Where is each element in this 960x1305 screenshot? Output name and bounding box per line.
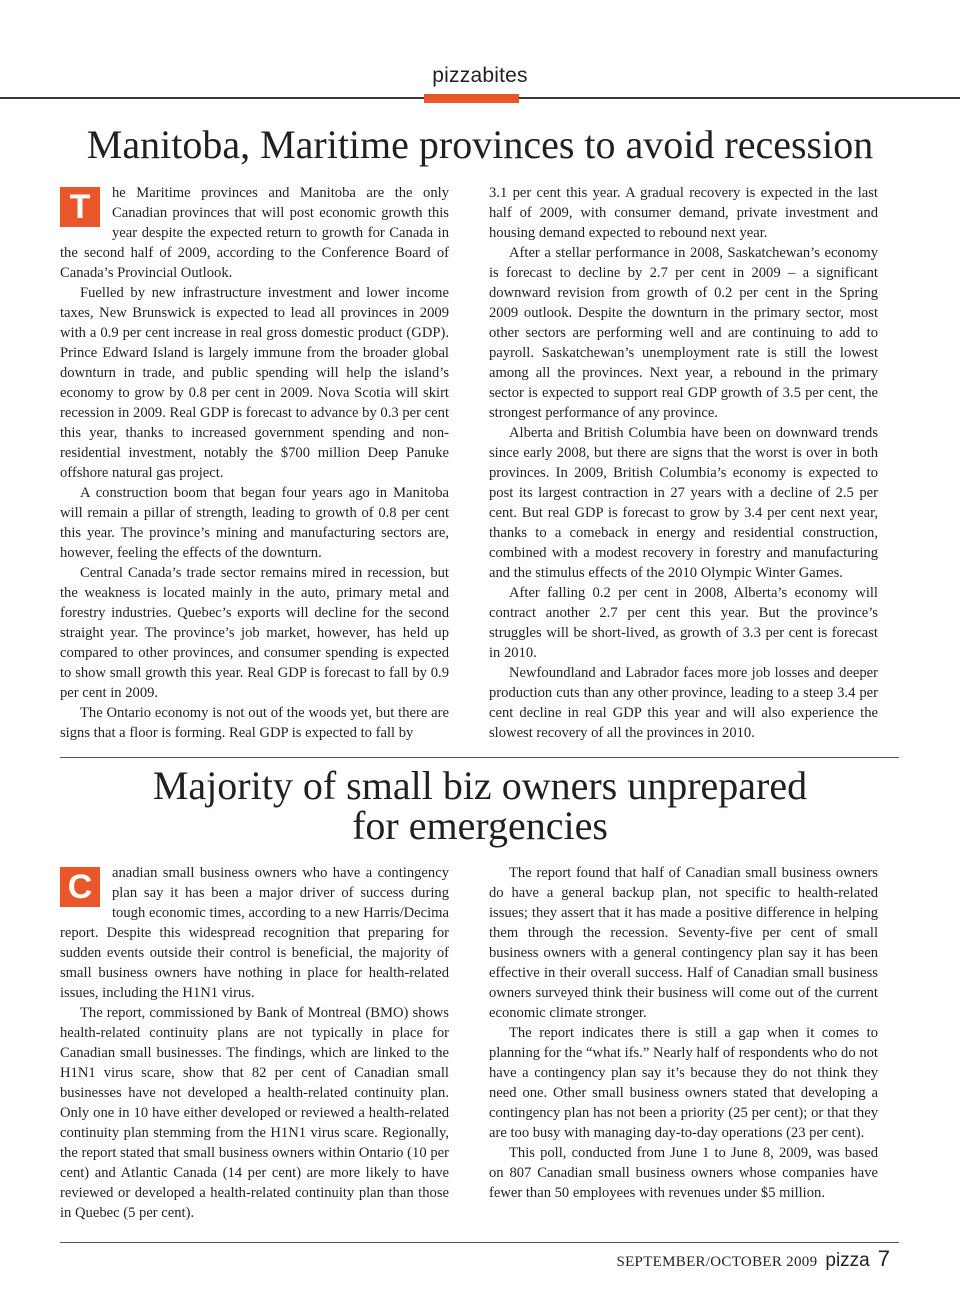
- article2-paragraph: C anadian small business owners who have a contingency plan say it has been a major driver of success during tough economic times, according to a new Harris/Decima report. Despite this widespread recognition that preparing for sudden events outside their control is beneficial, the majority of small business owners have nothing in place for health-related issues, including the H1N1 virus.: [60, 865, 449, 1001]
- page-footer: [616, 1246, 890, 1276]
- article1-paragraph: Alberta and British Columbia have been on downward trends since early 2008, but there are signs that the worst is over in both provinces. In 2009, British Columbia’s economy is expected to post its largest contraction in 27 years with a decline of 2.5 per cent. But real GDP is forecast to grow by 3.4 per cent next year, thanks to a comeback in energy and residential construction, combined with a modest recovery in forestry and manufacturing and the stimulus effects of the 2010 Olympic Winter Games.: [489, 425, 878, 581]
- article2-headline-line2: for emergencies: [352, 803, 608, 848]
- footer-magazine-name: pizza: [825, 1250, 870, 1271]
- section-divider: [60, 757, 899, 758]
- article2-column-right: [489, 863, 878, 1203]
- article2-paragraph: This poll, conducted from June 1 to June 8, 2009, was based on 807 Canadian small business owners whose companies have fewer than 50 employees with revenues under $5 million.: [489, 1145, 878, 1201]
- article2-headline-line1: Majority of small biz owners unprepared: [152, 763, 808, 808]
- article1-paragraph: Central Canada’s trade sector remains mired in recession, but the weakness is located mainly in the auto, primary metal and forestry industries. Quebec’s exports will decline for the second straight year. The province’s job market, however, has held up compared to other provinces, and consumer spending is expected to show small growth this year. Real GDP is forecast to fall by 0.9 per cent in 2009.: [60, 565, 449, 701]
- article1-column-left: [60, 183, 449, 743]
- article1-column-right: [489, 183, 878, 743]
- section-label: pizzabites: [432, 64, 528, 87]
- article1-dropcap: T: [60, 187, 100, 227]
- article1-headline: Manitoba, Maritime provinces to avoid recession: [86, 122, 874, 167]
- section-header: [0, 0, 960, 110]
- article2-dropcap: C: [60, 867, 100, 907]
- article2-headline: [0, 763, 960, 848]
- article2-column-left: [60, 863, 449, 1223]
- article1-paragraph: A construction boom that began four years ago in Manitoba will remain a pillar of strength, leading to growth of 0.8 per cent this year. The province’s mining and manufacturing sectors are, however, feeling the effects of the downturn.: [60, 485, 449, 561]
- article1-paragraph: After falling 0.2 per cent in 2008, Alberta’s economy will contract another 2.7 per cent this year. But the province’s struggles will be short-lived, as growth of 3.3 per cent is forecast in 2010.: [489, 585, 878, 661]
- article1-paragraph: 3.1 per cent this year. A gradual recovery is expected in the last half of 2009, with consumer demand, private investment and housing demand expected to rebound next year.: [489, 185, 878, 241]
- article1-paragraph: After a stellar performance in 2008, Saskatchewan’s economy is forecast to decline by 2.7 per cent in 2009 – a significant downward revision from growth of 0.2 per cent in the Spring 2009 outlook. Despite the downturn in the primary sector, most other sectors are performing well and are continuing to add to payroll. Saskatchewan’s unemployment rate is still the lowest among all the provinces. Next year, a rebound in the primary sector is expected to support real GDP growth of 3.5 per cent, the strongest performance of any province.: [489, 245, 878, 421]
- article2-paragraph: The report indicates there is still a gap when it comes to planning for the “what ifs.” Nearly half of respondents who do not have a contingency plan say it’s because they do not think they need one. Other small business owners stated that developing a contingency plan has not been a priority (25 per cent); or that they are too busy with managing day-to-day operations (23 per cent).: [489, 1025, 878, 1141]
- article1-paragraph: Newfoundland and Labrador faces more job losses and deeper production cuts than any other province, leading to a steep 3.4 per cent decline in real GDP this year and will also experience the slowest recovery of all the provinces in 2010.: [489, 665, 878, 741]
- article1-paragraph: The Ontario economy is not out of the woods yet, but there are signs that a floor is forming. Real GDP is expected to fall by: [60, 705, 449, 741]
- page-number: 7: [877, 1246, 890, 1271]
- footer-rule: [60, 1242, 899, 1243]
- article2-paragraph: The report, commissioned by Bank of Montreal (BMO) shows health-related continuity plans are not typically in place for Canadian small businesses. The findings, which are linked to the H1N1 virus scare, show that 82 per cent of Canadian small businesses have not developed a health-related continuity plan. Only one in 10 have either developed or reviewed a health-related continuity plan stemming from the H1N1 virus scare. Regionally, the report stated that small business owners within Ontario (10 per cent) and Atlantic Canada (14 per cent) are more likely to have reviewed or developed a health-related continuity plan than those in Quebec (5 per cent).: [60, 1005, 449, 1221]
- article2-paragraph: The report found that half of Canadian small business owners do have a general backup plan, not specific to health-related issues; they assert that it has made a positive difference in helping them through the recession. Seventy-five per cent of small business owners with a general contingency plan say it has been effective in their overall success. Half of Canadian small business owners surveyed think their business will come out of the current economic climate stronger.: [489, 865, 878, 1021]
- article1-paragraph: Fuelled by new infrastructure investment and lower income taxes, New Brunswick is expected to lead all provinces in 2009 with a 0.9 per cent increase in real gross domestic product (GDP). Prince Edward Island is largely immune from the broader global downturn in trade, and public spending will help the island’s economy to grow by 0.8 per cent in 2009. Nova Scotia will skirt recession in 2009. Real GDP is forecast to advance by 0.3 per cent this year, thanks to increased government spending and non-residential investment, notably the $700 million Deep Panuke offshore natural gas project.: [60, 285, 449, 481]
- header-accent-bar: [424, 94, 519, 103]
- article1-paragraph: T he Maritime provinces and Manitoba are the only Canadian provinces that will post economic growth this year despite the expected return to growth for Canada in the second half of 2009, according to the Conference Board of Canada’s Provincial Outlook.: [60, 185, 449, 281]
- footer-issue-date: SEPTEMBER/OCTOBER 2009: [616, 1254, 818, 1270]
